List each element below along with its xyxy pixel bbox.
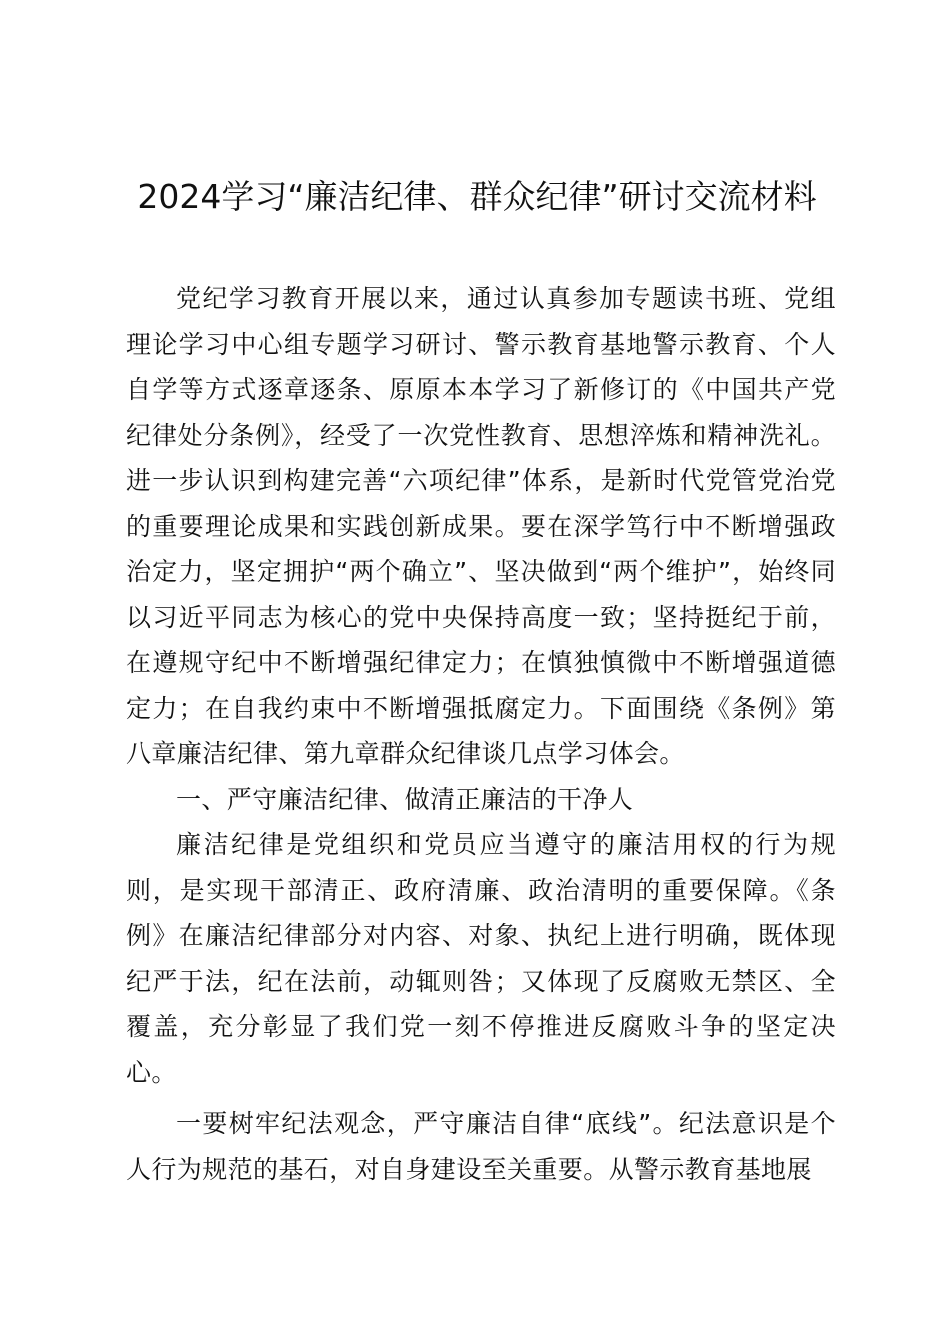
paragraph-point-one: 一要树牢纪法观念，严守廉洁自律“底线”。纪法意识是个人行为规范的基石，对自身建设至关重要。从警示教育基地展 (126, 1109, 836, 1184)
document-body (126, 276, 836, 1192)
paragraph-integrity: 廉洁纪律是党组织和党员应当遵守的廉洁用权的行为规则，是实现干部清正、政府清廉、政治清明的重要保障。《条例》在廉洁纪律部分对内容、对象、执纪上进行明确，既体现纪严于法，纪在法前，动辄则咎；又体现了反腐败无禁区、全覆盖，充分彰显了我们党一刻不停推进反腐败斗争的坚定决心。 (126, 830, 836, 1087)
paragraph-intro: 党纪学习教育开展以来，通过认真参加专题读书班、党组理论学习中心组专题学习研讨、警示教育基地警示教育、个人自学等方式逐章逐条、原原本本学习了新修订的《中国共产党纪律处分条例》，经受了一次党性教育、思想淬炼和精神洗礼。进一步认识到构建完善“六项纪律”体系，是新时代党管党治党的重要理论成果和实践创新成果。要在深学笃行中不断增强政治定力，坚定拥护“两个确立”、坚决做到“两个维护”，始终同以习近平同志为核心的党中央保持高度一致；坚持挺纪于前，在遵规守纪中不断增强纪律定力；在慎独慎微中不断增强道德定力；在自我约束中不断增强抵腐定力。下面围绕《条例》第八章廉洁纪律、第九章群众纪律谈几点学习体会。 (126, 284, 836, 768)
section-heading: 一、严守廉洁纪律、做清正廉洁的干净人 (176, 784, 634, 814)
document-title: 2024学习“廉洁纪律、群众纪律”研讨交流材料 (137, 177, 817, 216)
